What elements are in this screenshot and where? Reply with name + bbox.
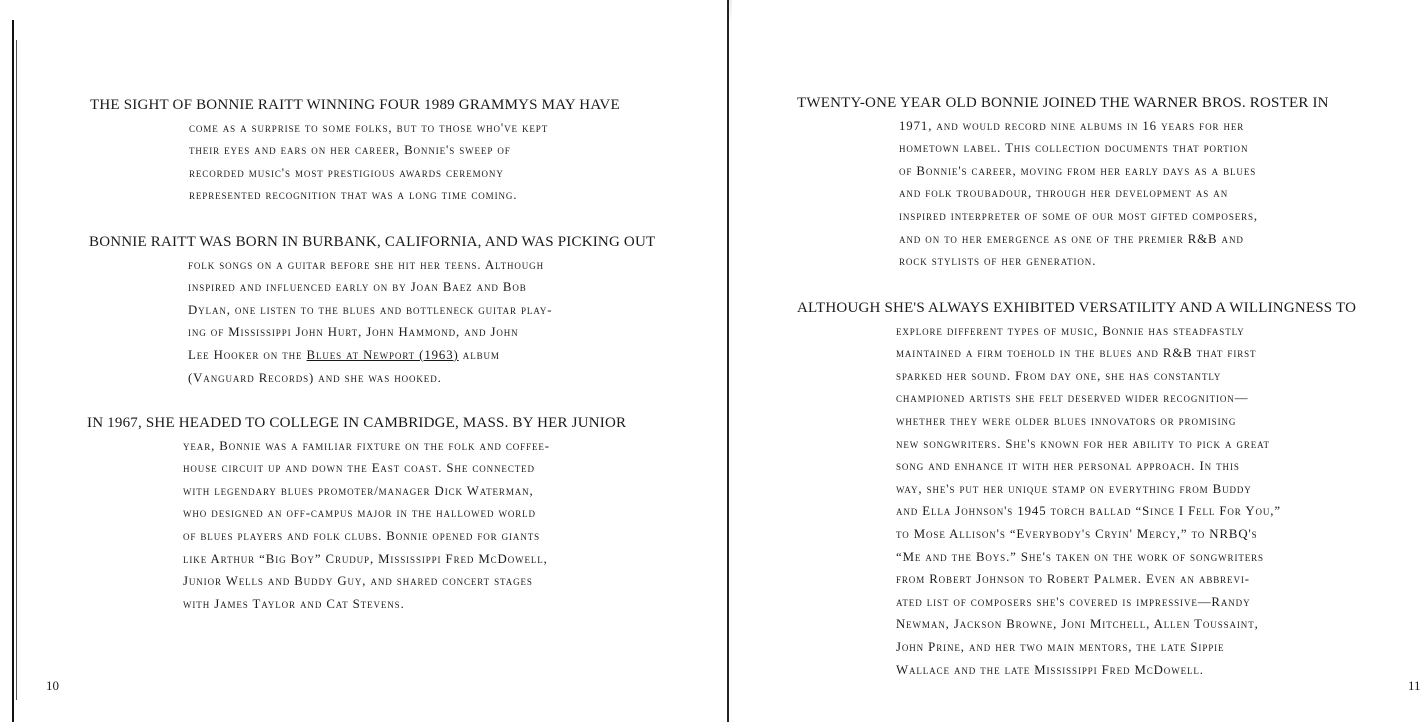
paragraph-line-with-album — [188, 344, 655, 367]
left-paragraph-2 — [89, 231, 655, 389]
page-number-left: 10 — [46, 678, 59, 693]
paragraph-line: “Me and the Boys.” She's taken on the work of songwriters — [896, 549, 1264, 564]
page-number-right: 11 — [1408, 678, 1421, 693]
paragraph-lead: ALTHOUGH SHE'S ALWAYS EXHIBITED VERSATILITY AND A WILLINGNESS TO — [797, 300, 1357, 316]
paragraph-line: and Ella Johnson's 1945 torch ballad “Since I Fell For You,” — [896, 504, 1281, 519]
paragraph-line: their eyes and ears on her career, Bonnie's sweep of — [189, 143, 511, 158]
paragraph-line: Wallace and the late Mississippi Fred McDowell. — [896, 662, 1204, 677]
paragraph-line: rock stylists of her generation. — [899, 254, 1097, 269]
paragraph-line: way, she's put her unique stamp on everything from Buddy — [896, 481, 1252, 496]
paragraph-line: song and enhance it with her personal approach. In this — [896, 459, 1240, 474]
left-paragraph-1 — [90, 94, 620, 207]
paragraph-lead: TWENTY-ONE YEAR OLD BONNIE JOINED THE WARNER BROS. ROSTER IN — [797, 95, 1329, 111]
right-paragraph-1 — [797, 92, 1329, 273]
paragraph-line: John Prine, and her two main mentors, the late Sippie — [896, 639, 1225, 654]
paragraph-line: 1971, and would record nine albums in 16 years for her — [899, 118, 1245, 133]
paragraph-line: Newman, Jackson Browne, Joni Mitchell, Allen Toussaint, — [896, 617, 1259, 632]
spine-line — [727, 0, 729, 722]
paragraph-line: represented recognition that was a long time coming. — [189, 188, 518, 203]
paragraph-line: inspired interpreter of some of our most gifted composers, — [899, 208, 1259, 223]
paragraph-lead: THE SIGHT OF BONNIE RAITT WINNING FOUR 1989 GRAMMYS MAY HAVE — [90, 97, 620, 113]
album-title: Blues at Newport (1963) — [306, 347, 459, 362]
paragraph-line: folk songs on a guitar before she hit her teens. Although — [188, 257, 544, 272]
paragraph-line: championed artists she felt deserved wider recognition— — [896, 391, 1249, 406]
paragraph-line: house circuit up and down the East coast. She connected — [183, 461, 535, 476]
paragraph-line: (Vanguard Records) and she was hooked. — [188, 370, 442, 385]
paragraph-line: to Mose Allison's “Everybody's Cryin' Mercy,” to NRBQ's — [896, 526, 1258, 541]
paragraph-line: sparked her sound. From day one, she has constantly — [896, 368, 1222, 383]
right-paragraph-2 — [797, 297, 1356, 681]
paragraph-line: of blues players and folk clubs. Bonnie opened for giants — [183, 528, 541, 543]
paragraph-line: ated list of composers she's covered is impressive—Randy — [896, 594, 1251, 609]
paragraph-line: hometown label. This collection documents that portion — [899, 141, 1249, 156]
paragraph-line: with legendary blues promoter/manager Dick Waterman, — [183, 483, 534, 498]
left-paragraph-3 — [87, 412, 626, 615]
paragraph-line: like Arthur “Big Boy” Crudup, Mississippi Fred McDowell, — [183, 551, 548, 566]
paragraph-line: from Robert Johnson to Robert Palmer. Even an abbrevi- — [896, 572, 1250, 587]
paragraph-line: inspired and influenced early on by Joan Baez and Bob — [188, 280, 527, 295]
left-edge-line — [12, 20, 14, 722]
right-page — [732, 0, 1428, 722]
paragraph-line: recorded music's most prestigious awards ceremony — [189, 165, 504, 180]
paragraph-line: year, Bonnie was a familiar fixture on the folk and coffee- — [183, 438, 550, 453]
paragraph-line: whether they were older blues innovators or promising — [896, 413, 1237, 428]
paragraph-line: explore different types of music, Bonnie has steadfastly — [896, 323, 1245, 338]
line-text: album — [458, 347, 500, 362]
paragraph-line: and folk troubadour, through her development as an — [899, 186, 1229, 201]
paragraph-line: with James Taylor and Cat Stevens. — [183, 596, 405, 611]
paragraph-lead: IN 1967, SHE HEADED TO COLLEGE IN CAMBRIDGE, MASS. BY HER JUNIOR — [87, 415, 627, 431]
paragraph-line: ing of Mississippi John Hurt, John Hammond, and John — [188, 325, 519, 340]
paragraph-line: of Bonnie's career, moving from her early days as a blues — [899, 163, 1257, 178]
line-text: Lee Hooker on the — [188, 347, 307, 362]
paragraph-lead: BONNIE RAITT WAS BORN IN BURBANK, CALIFORNIA, AND WAS PICKING OUT — [89, 234, 656, 250]
paragraph-line: and on to her emergence as one of the premier R&B and — [899, 231, 1244, 246]
paragraph-line: Junior Wells and Buddy Guy, and shared concert stages — [183, 574, 533, 589]
paragraph-line: new songwriters. She's known for her ability to pick a great — [896, 436, 1270, 451]
left-edge-line-inner — [16, 40, 17, 700]
paragraph-line: Dylan, one listen to the blues and bottleneck guitar play- — [188, 302, 553, 317]
paragraph-line: maintained a firm toehold in the blues and R&B that first — [896, 346, 1257, 361]
paragraph-line: come as a surprise to some folks, but to those who've kept — [189, 120, 549, 135]
paragraph-line: who designed an off-campus major in the hallowed world — [183, 506, 536, 521]
